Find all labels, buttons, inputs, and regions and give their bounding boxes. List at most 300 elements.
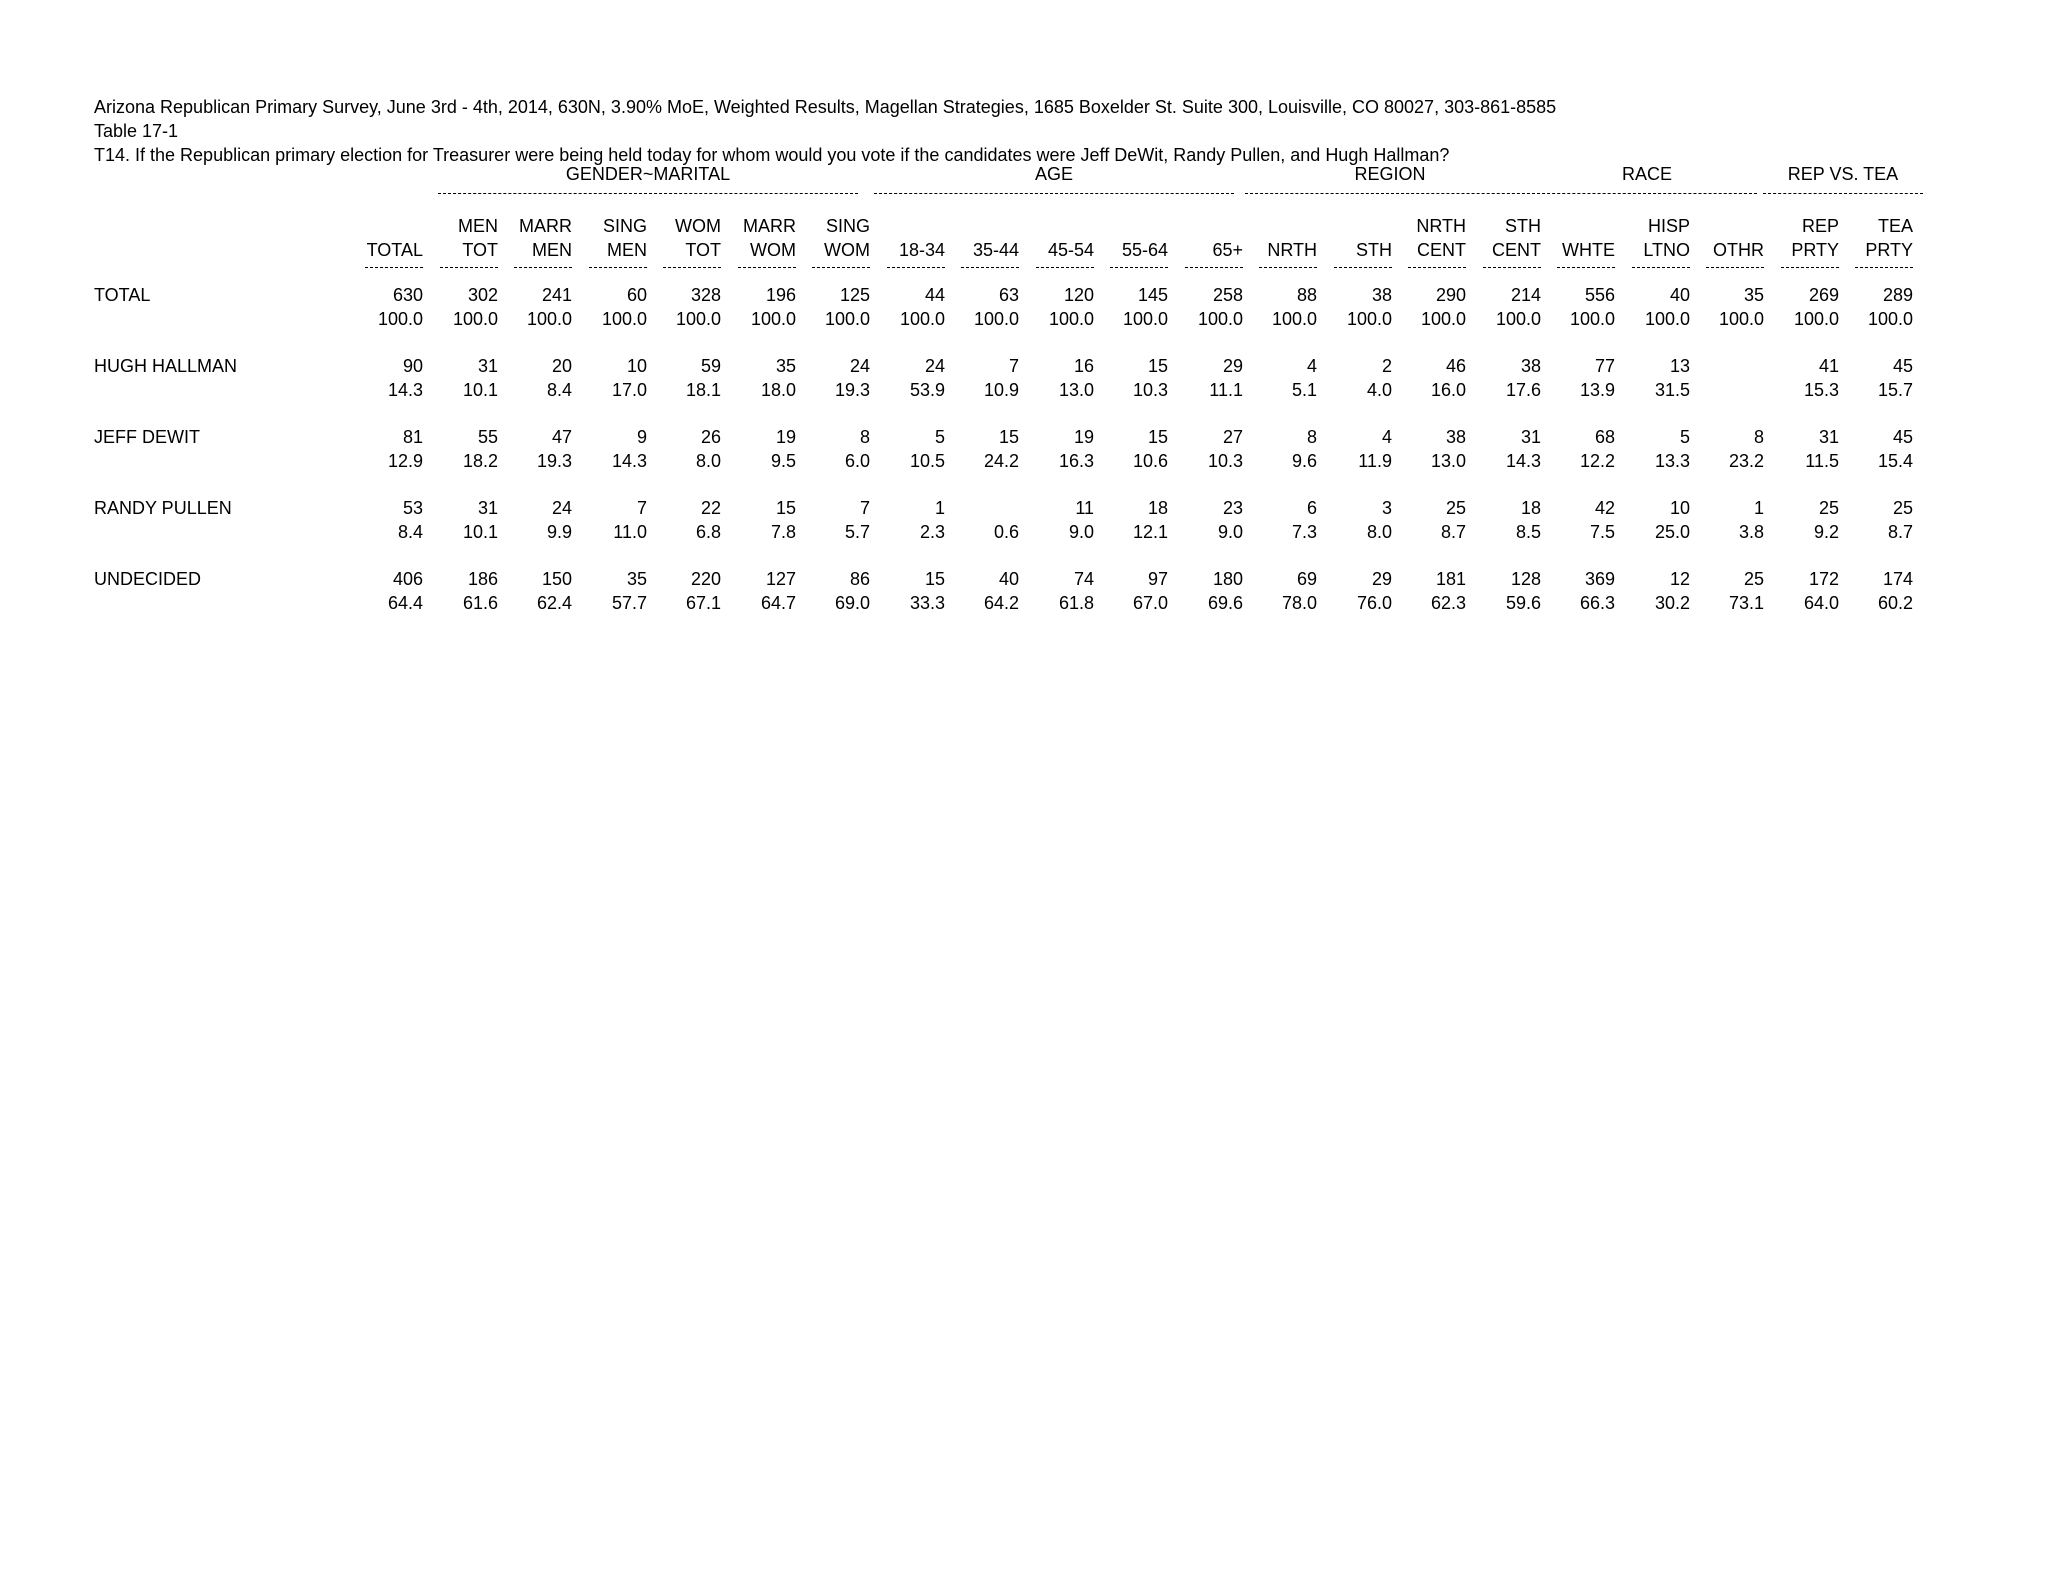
count-cell: 40 xyxy=(1669,285,1690,305)
column-header-line: PRTY xyxy=(1791,240,1839,260)
percent-cell: 2.3 xyxy=(919,522,945,542)
percent-cell: 7.5 xyxy=(1589,522,1615,542)
count-cell: 25 xyxy=(1445,498,1466,518)
percent-cell: 10.3 xyxy=(1207,451,1243,471)
percent-cell: 100.0 xyxy=(601,309,647,329)
percent-cell: 18.1 xyxy=(685,380,721,400)
percent-cell: 8.0 xyxy=(1366,522,1392,542)
column-rule xyxy=(1706,267,1764,269)
column-header-line: OTHR xyxy=(1713,240,1764,260)
count-cell: 45 xyxy=(1892,356,1913,376)
percent-cell: 100.0 xyxy=(1346,309,1392,329)
column-header-line: CENT xyxy=(1417,240,1466,260)
percent-cell: 17.0 xyxy=(611,380,647,400)
column-header-tea-prty xyxy=(1843,214,1913,262)
row-label-total: TOTAL xyxy=(94,285,151,305)
percent-cell: 100.0 xyxy=(1271,309,1317,329)
survey-header: Arizona Republican Primary Survey, June 3rd - 4th, 2014, 630N, 3.90% MoE, Weighted Results, Magellan Strategies, 1685 Boxelder St. Suite 300, Louisville, CO 80027, 303-861-8585 xyxy=(94,97,1557,117)
column-header-line: HISP xyxy=(1647,216,1690,236)
count-cell: 41 xyxy=(1818,356,1839,376)
column-rule xyxy=(440,267,498,269)
percent-cell: 8.7 xyxy=(1887,522,1913,542)
count-cell: 63 xyxy=(998,285,1019,305)
percent-cell: 10.6 xyxy=(1132,451,1168,471)
percent-cell: 8.0 xyxy=(695,451,721,471)
percent-cell: 30.2 xyxy=(1654,593,1690,613)
column-rule xyxy=(365,267,423,269)
group-region: REGION xyxy=(1354,164,1426,184)
percent-cell: 100.0 xyxy=(899,309,945,329)
count-cell: 19 xyxy=(775,427,796,447)
column-rule xyxy=(514,267,572,269)
column-header-nrth-cent xyxy=(1396,214,1466,262)
percent-cell: 23.2 xyxy=(1728,451,1764,471)
percent-cell: 11.0 xyxy=(613,522,647,542)
percent-cell: 64.0 xyxy=(1803,593,1839,613)
column-header-line xyxy=(353,214,423,238)
percent-cell: 67.1 xyxy=(685,593,721,613)
count-cell: 4 xyxy=(1381,427,1392,447)
percent-cell: 69.6 xyxy=(1207,593,1243,613)
count-cell: 8 xyxy=(859,427,870,447)
percent-cell: 69.0 xyxy=(834,593,870,613)
percent-cell: 25.0 xyxy=(1654,522,1690,542)
count-cell: 53 xyxy=(402,498,423,518)
column-header-line: 55-64 xyxy=(1121,240,1168,260)
percent-cell: 12.9 xyxy=(387,451,423,471)
percent-cell: 9.0 xyxy=(1217,522,1243,542)
column-header-nrth xyxy=(1247,214,1317,262)
count-cell: 26 xyxy=(700,427,721,447)
column-header-line: TEA xyxy=(1877,216,1913,236)
count-cell: 8 xyxy=(1753,427,1764,447)
percent-cell: 62.4 xyxy=(536,593,572,613)
count-cell: 7 xyxy=(636,498,647,518)
column-header-marr-men xyxy=(502,214,572,262)
count-cell: 172 xyxy=(1808,569,1839,589)
count-cell: 38 xyxy=(1445,427,1466,447)
count-cell: 10 xyxy=(1669,498,1690,518)
column-rule xyxy=(1036,267,1094,269)
count-cell: 6 xyxy=(1306,498,1317,518)
column-header-line: 18-34 xyxy=(898,240,945,260)
count-cell: 97 xyxy=(1147,569,1168,589)
count-cell: 35 xyxy=(775,356,796,376)
percent-cell: 100.0 xyxy=(526,309,572,329)
count-cell: 29 xyxy=(1371,569,1392,589)
column-rule xyxy=(1781,267,1839,269)
group-gender-marital: GENDER~MARITAL xyxy=(565,164,731,184)
percent-cell: 64.7 xyxy=(760,593,796,613)
percent-cell: 7.3 xyxy=(1291,522,1317,542)
count-cell: 77 xyxy=(1594,356,1615,376)
column-header-sing-men xyxy=(577,214,647,262)
percent-cell: 100.0 xyxy=(1048,309,1094,329)
column-header-line: 35-44 xyxy=(972,240,1019,260)
percent-cell: 10.1 xyxy=(462,522,498,542)
percent-cell: 100.0 xyxy=(377,309,423,329)
percent-cell: 15.3 xyxy=(1803,380,1839,400)
percent-cell: 13.0 xyxy=(1430,451,1466,471)
percent-cell: 8.4 xyxy=(397,522,423,542)
count-cell: 40 xyxy=(998,569,1019,589)
count-cell: 406 xyxy=(392,569,423,589)
percent-cell: 4.0 xyxy=(1366,380,1392,400)
count-cell: 74 xyxy=(1073,569,1094,589)
column-rule xyxy=(961,267,1019,269)
count-cell: 25 xyxy=(1892,498,1913,518)
count-cell: 328 xyxy=(690,285,721,305)
column-header-line: WOM xyxy=(675,216,721,236)
count-cell: 8 xyxy=(1306,427,1317,447)
percent-cell: 76.0 xyxy=(1356,593,1392,613)
percent-cell: 10.1 xyxy=(462,380,498,400)
column-header-line xyxy=(1173,214,1243,238)
column-rule xyxy=(589,267,647,269)
percent-cell: 19.3 xyxy=(834,380,870,400)
column-header-line: PRTY xyxy=(1865,240,1913,260)
percent-cell: 100.0 xyxy=(750,309,796,329)
count-cell: 289 xyxy=(1882,285,1913,305)
group-rule-age xyxy=(874,193,1234,195)
count-cell: 9 xyxy=(636,427,647,447)
column-rule xyxy=(1557,267,1615,269)
group-rule-race xyxy=(1537,193,1757,195)
count-cell: 88 xyxy=(1296,285,1317,305)
count-cell: 7 xyxy=(1008,356,1019,376)
count-cell: 127 xyxy=(765,569,796,589)
column-header-line: STH xyxy=(1356,240,1392,260)
count-cell: 12 xyxy=(1669,569,1690,589)
count-cell: 302 xyxy=(467,285,498,305)
column-header-line: TOT xyxy=(685,240,721,260)
count-cell: 15 xyxy=(1147,427,1168,447)
count-cell: 20 xyxy=(551,356,572,376)
column-header-line: WOM xyxy=(824,240,870,260)
percent-cell: 64.4 xyxy=(387,593,423,613)
column-header-line: 65+ xyxy=(1212,240,1243,260)
row-label-randy-pullen: RANDY PULLEN xyxy=(94,498,232,518)
count-cell: 1 xyxy=(934,498,945,518)
percent-cell: 100.0 xyxy=(1644,309,1690,329)
count-cell: 29 xyxy=(1222,356,1243,376)
count-cell: 60 xyxy=(626,285,647,305)
count-cell: 214 xyxy=(1510,285,1541,305)
percent-cell: 100.0 xyxy=(1197,309,1243,329)
column-header-total xyxy=(353,214,423,262)
percent-cell: 10.9 xyxy=(983,380,1019,400)
column-header-line: 45-54 xyxy=(1047,240,1094,260)
count-cell: 24 xyxy=(551,498,572,518)
count-cell: 23 xyxy=(1222,498,1243,518)
count-cell: 145 xyxy=(1137,285,1168,305)
percent-cell: 100.0 xyxy=(1793,309,1839,329)
percent-cell: 100.0 xyxy=(1569,309,1615,329)
column-rule xyxy=(1259,267,1317,269)
count-cell: 31 xyxy=(1520,427,1541,447)
count-cell: 181 xyxy=(1435,569,1466,589)
row-label-jeff-dewit: JEFF DEWIT xyxy=(94,427,200,447)
percent-cell: 100.0 xyxy=(824,309,870,329)
count-cell: 1 xyxy=(1753,498,1764,518)
count-cell: 2 xyxy=(1381,356,1392,376)
count-cell: 42 xyxy=(1594,498,1615,518)
percent-cell: 53.9 xyxy=(909,380,945,400)
percent-cell: 11.1 xyxy=(1209,380,1243,400)
count-cell: 3 xyxy=(1381,498,1392,518)
percent-cell: 24.2 xyxy=(983,451,1019,471)
column-rule xyxy=(812,267,870,269)
percent-cell: 9.9 xyxy=(546,522,572,542)
count-cell: 16 xyxy=(1073,356,1094,376)
count-cell: 220 xyxy=(690,569,721,589)
percent-cell: 100.0 xyxy=(675,309,721,329)
percent-cell: 100.0 xyxy=(973,309,1019,329)
column-header-men-tot xyxy=(428,214,498,262)
column-rule xyxy=(663,267,721,269)
column-rule xyxy=(1110,267,1168,269)
column-header-line: NRTH xyxy=(1416,216,1466,236)
percent-cell: 11.5 xyxy=(1805,451,1839,471)
percent-cell: 100.0 xyxy=(1867,309,1913,329)
count-cell: 24 xyxy=(849,356,870,376)
count-cell: 258 xyxy=(1212,285,1243,305)
group-race: RACE xyxy=(1621,164,1672,184)
percent-cell: 13.3 xyxy=(1654,451,1690,471)
column-header-line xyxy=(1024,214,1094,238)
column-header-line: STH xyxy=(1505,216,1541,236)
count-cell: 45 xyxy=(1892,427,1913,447)
percent-cell: 10.3 xyxy=(1132,380,1168,400)
count-cell: 27 xyxy=(1222,427,1243,447)
count-cell: 38 xyxy=(1520,356,1541,376)
count-cell: 35 xyxy=(626,569,647,589)
count-cell: 81 xyxy=(402,427,423,447)
row-label-hugh-hallman: HUGH HALLMAN xyxy=(94,356,238,376)
percent-cell: 73.1 xyxy=(1728,593,1764,613)
percent-cell: 8.4 xyxy=(546,380,572,400)
question-text: T14. If the Republican primary election for Treasurer were being held today for whom would you vote if the candidates were Jeff DeWit, Randy Pullen, and Hugh Hallman? xyxy=(94,145,1450,165)
count-cell: 556 xyxy=(1584,285,1615,305)
percent-cell: 9.5 xyxy=(770,451,796,471)
column-header-line: WHTE xyxy=(1562,240,1615,260)
count-cell: 186 xyxy=(467,569,498,589)
count-cell: 15 xyxy=(1147,356,1168,376)
column-header-line: REP xyxy=(1801,216,1839,236)
column-header-line xyxy=(1694,214,1764,238)
group-rule-region xyxy=(1245,193,1535,195)
percent-cell: 78.0 xyxy=(1281,593,1317,613)
column-header-age-65-plus xyxy=(1173,214,1243,262)
column-header-rep-prty xyxy=(1769,214,1839,262)
count-cell: 35 xyxy=(1743,285,1764,305)
count-cell: 290 xyxy=(1435,285,1466,305)
row-label-undecided: UNDECIDED xyxy=(94,569,202,589)
column-rule xyxy=(1408,267,1466,269)
count-cell: 4 xyxy=(1306,356,1317,376)
percent-cell: 9.0 xyxy=(1068,522,1094,542)
column-header-marr-wom xyxy=(726,214,796,262)
count-cell: 11 xyxy=(1075,498,1094,518)
group-rule-gender-marital xyxy=(438,193,858,195)
percent-cell: 61.6 xyxy=(462,593,498,613)
column-rule xyxy=(1632,267,1690,269)
percent-cell: 14.3 xyxy=(611,451,647,471)
column-header-sth-cent xyxy=(1471,214,1541,262)
column-header-age-45-54 xyxy=(1024,214,1094,262)
count-cell: 44 xyxy=(924,285,945,305)
count-cell: 90 xyxy=(402,356,423,376)
count-cell: 25 xyxy=(1743,569,1764,589)
count-cell: 369 xyxy=(1584,569,1615,589)
column-header-sth xyxy=(1322,214,1392,262)
column-header-age-35-44 xyxy=(949,214,1019,262)
percent-cell: 66.3 xyxy=(1579,593,1615,613)
count-cell: 38 xyxy=(1371,285,1392,305)
column-rule xyxy=(1855,267,1913,269)
count-cell: 13 xyxy=(1669,356,1690,376)
percent-cell: 0.6 xyxy=(993,522,1019,542)
count-cell: 18 xyxy=(1520,498,1541,518)
percent-cell: 9.6 xyxy=(1291,451,1317,471)
percent-cell: 14.3 xyxy=(387,380,423,400)
count-cell: 125 xyxy=(839,285,870,305)
column-header-othr xyxy=(1694,214,1764,262)
percent-cell: 12.2 xyxy=(1579,451,1615,471)
percent-cell: 18.0 xyxy=(760,380,796,400)
percent-cell: 5.1 xyxy=(1291,380,1317,400)
percent-cell: 31.5 xyxy=(1654,380,1690,400)
column-header-line xyxy=(1322,214,1392,238)
column-header-line: SING xyxy=(825,216,870,236)
percent-cell: 15.4 xyxy=(1877,451,1913,471)
percent-cell: 13.9 xyxy=(1579,380,1615,400)
column-header-line xyxy=(1247,214,1317,238)
column-header-line: SING xyxy=(602,216,647,236)
percent-cell: 10.5 xyxy=(909,451,945,471)
column-header-line: CENT xyxy=(1492,240,1541,260)
count-cell: 15 xyxy=(775,498,796,518)
count-cell: 128 xyxy=(1510,569,1541,589)
percent-cell: 16.3 xyxy=(1058,451,1094,471)
percent-cell: 8.5 xyxy=(1515,522,1541,542)
count-cell: 10 xyxy=(626,356,647,376)
percent-cell: 100.0 xyxy=(452,309,498,329)
column-header-age-55-64 xyxy=(1098,214,1168,262)
column-header-line: WOM xyxy=(750,240,796,260)
percent-cell: 18.2 xyxy=(462,451,498,471)
percent-cell: 60.2 xyxy=(1877,593,1913,613)
column-header-line xyxy=(1098,214,1168,238)
column-rule xyxy=(1334,267,1392,269)
column-header-line: TOT xyxy=(462,240,498,260)
percent-cell: 9.2 xyxy=(1813,522,1839,542)
count-cell: 68 xyxy=(1594,427,1615,447)
column-header-line: MEN xyxy=(532,240,572,260)
group-rule-rep-vs-tea xyxy=(1763,193,1923,195)
percent-cell: 6.0 xyxy=(844,451,870,471)
count-cell: 150 xyxy=(541,569,572,589)
count-cell: 5 xyxy=(1679,427,1690,447)
count-cell: 196 xyxy=(765,285,796,305)
percent-cell: 11.9 xyxy=(1358,451,1392,471)
count-cell: 24 xyxy=(924,356,945,376)
count-cell: 18 xyxy=(1147,498,1168,518)
table-id: Table 17-1 xyxy=(94,121,179,141)
column-header-line: MEN xyxy=(458,216,498,236)
percent-cell: 15.7 xyxy=(1877,380,1913,400)
column-header-age-18-34 xyxy=(875,214,945,262)
column-rule xyxy=(1483,267,1541,269)
column-rule xyxy=(887,267,945,269)
count-cell: 86 xyxy=(849,569,870,589)
count-cell: 5 xyxy=(934,427,945,447)
group-rep-vs-tea: REP VS. TEA xyxy=(1787,164,1899,184)
percent-cell: 3.8 xyxy=(1738,522,1764,542)
count-cell: 69 xyxy=(1296,569,1317,589)
percent-cell: 19.3 xyxy=(536,451,572,471)
percent-cell: 16.0 xyxy=(1430,380,1466,400)
percent-cell: 8.7 xyxy=(1440,522,1466,542)
percent-cell: 64.2 xyxy=(983,593,1019,613)
column-rule xyxy=(738,267,796,269)
percent-cell: 5.7 xyxy=(844,522,870,542)
count-cell: 46 xyxy=(1445,356,1466,376)
count-cell: 47 xyxy=(551,427,572,447)
column-header-line xyxy=(1545,214,1615,238)
count-cell: 7 xyxy=(859,498,870,518)
column-header-line: MARR xyxy=(743,216,796,236)
column-header-line: LTNO xyxy=(1643,240,1690,260)
count-cell: 31 xyxy=(477,356,498,376)
count-cell: 31 xyxy=(477,498,498,518)
percent-cell: 61.8 xyxy=(1058,593,1094,613)
count-cell: 269 xyxy=(1808,285,1839,305)
count-cell: 120 xyxy=(1063,285,1094,305)
percent-cell: 6.8 xyxy=(695,522,721,542)
percent-cell: 57.7 xyxy=(611,593,647,613)
column-header-sing-wom xyxy=(800,214,870,262)
column-rule xyxy=(1185,267,1243,269)
count-cell: 31 xyxy=(1818,427,1839,447)
column-header-line: MARR xyxy=(519,216,572,236)
column-header-line: MEN xyxy=(607,240,647,260)
percent-cell: 33.3 xyxy=(909,593,945,613)
column-header-line: TOTAL xyxy=(366,240,423,260)
percent-cell: 100.0 xyxy=(1420,309,1466,329)
column-header-whte xyxy=(1545,214,1615,262)
count-cell: 630 xyxy=(392,285,423,305)
count-cell: 55 xyxy=(477,427,498,447)
group-age: AGE xyxy=(1034,164,1073,184)
percent-cell: 7.8 xyxy=(770,522,796,542)
percent-cell: 62.3 xyxy=(1430,593,1466,613)
percent-cell: 13.0 xyxy=(1058,380,1094,400)
column-header-hisp-ltno xyxy=(1620,214,1690,262)
count-cell: 15 xyxy=(924,569,945,589)
count-cell: 25 xyxy=(1818,498,1839,518)
percent-cell: 100.0 xyxy=(1122,309,1168,329)
count-cell: 22 xyxy=(700,498,721,518)
count-cell: 241 xyxy=(541,285,572,305)
column-header-line xyxy=(949,214,1019,238)
percent-cell: 100.0 xyxy=(1495,309,1541,329)
percent-cell: 67.0 xyxy=(1132,593,1168,613)
column-header-line xyxy=(875,214,945,238)
count-cell: 174 xyxy=(1882,569,1913,589)
percent-cell: 100.0 xyxy=(1718,309,1764,329)
count-cell: 15 xyxy=(998,427,1019,447)
